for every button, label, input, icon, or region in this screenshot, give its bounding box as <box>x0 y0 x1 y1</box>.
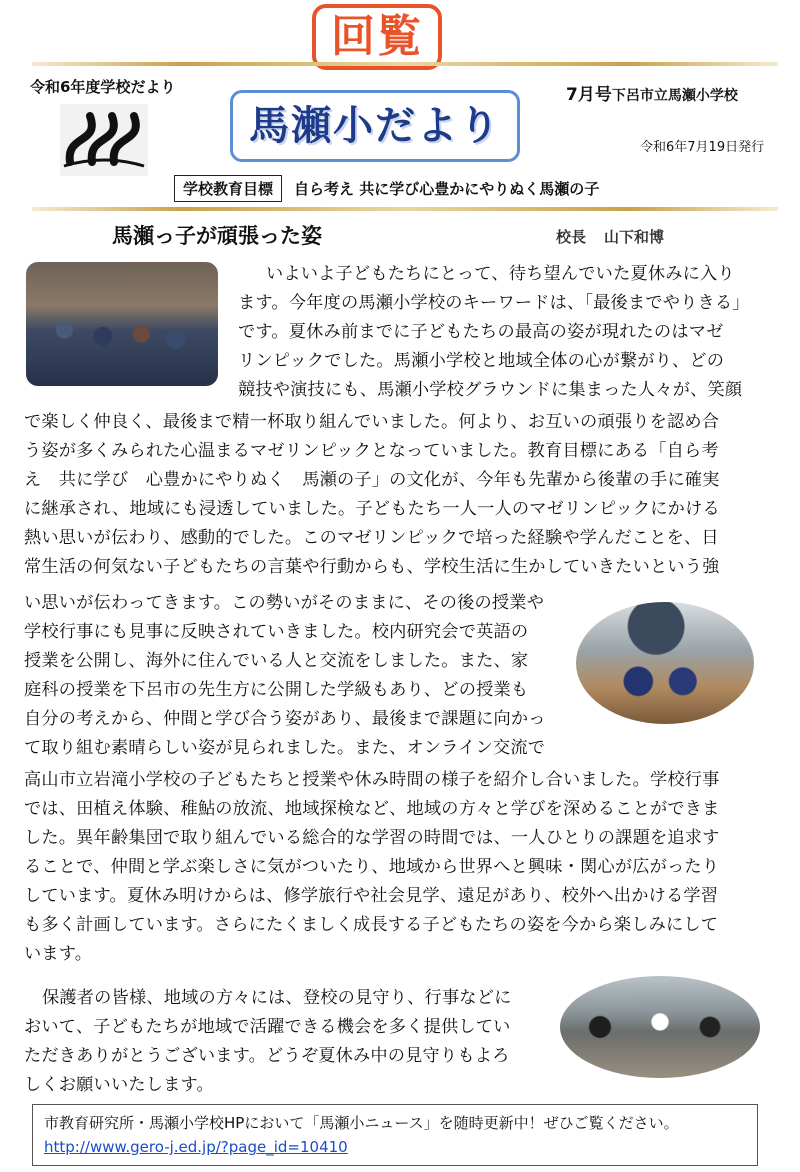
header-divider <box>32 207 778 211</box>
body-line: リンピックでした。馬瀬小学校と地域全体の心が繋がり、どの <box>238 351 725 371</box>
body-line: しています。夏休み明けからは、修学旅行や社会見学、遠足があり、校外へ出かける学習 <box>24 886 719 906</box>
body-line: い思いが伝わってきます。この勢いがそのままに、その後の授業や <box>24 593 545 613</box>
issue-info <box>566 80 738 105</box>
top-divider <box>32 62 778 66</box>
author-name: 山下和博 <box>604 228 665 246</box>
footer-text: 市教育研究所・馬瀬小学校HPにおいて「馬瀬小ニュース」を随時更新中！ぜひご覧ください。 <box>44 1114 679 1132</box>
body-line: います。 <box>24 944 93 964</box>
body-line: え 共に学び 心豊かにやりぬく 馬瀬の子」の文化が、今年も先輩から後輩の手に確実 <box>24 470 720 490</box>
body-line: て取り組む素晴らしい姿が見られました。また、オンライン交流で <box>24 738 546 758</box>
body-line: 高山市立岩滝小学校の子どもたちと授業や休み時間の様子を紹介し合いました。学校行事 <box>24 770 720 790</box>
body-line: おいて、子どもたちが地域で活躍できる機会を多く提供してい <box>24 1017 511 1037</box>
newsletter-title: 馬瀬小だより <box>230 90 520 162</box>
publish-date: 令和6年7月19日発行 <box>640 140 765 155</box>
body-line: ることで、仲間と学ぶ楽しさに気がついたり、地域から世界へと興味・関心が広がったり <box>24 857 720 877</box>
body-line: も多く計画しています。さらにたくましく成長する子どもたちの姿を今から楽しみにして <box>24 915 719 935</box>
body-line: 熱い思いが伝わり、感動的でした。このマゼリンピックで培った経験や学んだことを、日 <box>24 528 719 548</box>
body-line: 自分の考えから、仲間と学び合う姿があり、最後まで課題に向かっ <box>24 709 546 729</box>
body-line: う姿が多くみられた心温まるマゼリンピックとなっていました。教育目標にある「自ら考 <box>24 441 719 461</box>
body-line: では、田植え体験、稚鮎の放流、地域探検など、地域の方々と学びを深めることができま <box>24 799 720 819</box>
school-goal <box>174 175 599 202</box>
article-heading: 馬瀬っ子が頑張った姿 <box>112 224 322 248</box>
classroom-photo <box>576 602 754 724</box>
body-line: 競技や演技にも、馬瀬小学校グラウンドに集まった人々が、笑顔 <box>238 380 743 400</box>
body-line: ただきありがとうございます。どうぞ夏休み中の見守りもよろ <box>24 1046 510 1066</box>
body-line: 常生活の何気ない子どもたちの言葉や行動からも、学校生活に生かしていきたいという強 <box>24 557 720 577</box>
series-label: 令和6年度学校だより <box>30 78 176 96</box>
body-line: ます。今年度の馬瀬小学校のキーワードは、「最後までやりきる」 <box>238 293 750 313</box>
body-line: で楽しく仲良く、最後まで精一杯取り組んでいました。何より、お互いの頑張りを認め合 <box>24 412 720 432</box>
circulation-stamp: 回覧 <box>312 4 442 70</box>
body-line: した。異年齢集団で取り組んでいる総合的な学習の時間では、一人ひとりの課題を追求す <box>24 828 720 848</box>
school-emblem-icon <box>60 104 148 176</box>
school-website-link[interactable]: http://www.gero-j.ed.jp/?page_id=10410 <box>44 1138 348 1156</box>
body-line: 学校行事にも見事に反映されていきました。校内研究会で英語の <box>24 622 529 642</box>
goal-text: 自ら考え 共に学び心豊かにやりぬく馬瀬の子 <box>294 180 600 198</box>
group-photo <box>26 262 218 386</box>
body-line: 保護者の皆様、地域の方々には、登校の見守り、行事などに <box>42 988 512 1008</box>
sports-day-photo <box>560 976 760 1078</box>
author-title: 校長 <box>556 228 587 246</box>
body-line: です。夏休み前までに子どもたちの最高の姿が現れたのはマゼ <box>238 322 724 342</box>
body-line: に継承され、地域にも浸透していました。子どもたち一人一人のマゼリンピックにかける <box>24 499 720 519</box>
article-author <box>556 226 664 247</box>
body-line: 庭科の授業を下呂市の先生方に公開した学級もあり、どの授業も <box>24 680 529 700</box>
goal-label: 学校教育目標 <box>174 175 282 202</box>
school-logo <box>60 104 148 176</box>
body-line: しくお願いいたします。 <box>24 1075 214 1095</box>
body-line: いよいよ子どもたちにとって、待ち望んでいた夏休みに入り <box>266 264 735 284</box>
issue-month: 7月号 <box>566 85 612 105</box>
school-name: 下呂市立馬瀬小学校 <box>611 88 738 104</box>
body-line: 授業を公開し、海外に住んでいる人と交流をしました。また、家 <box>24 651 529 671</box>
